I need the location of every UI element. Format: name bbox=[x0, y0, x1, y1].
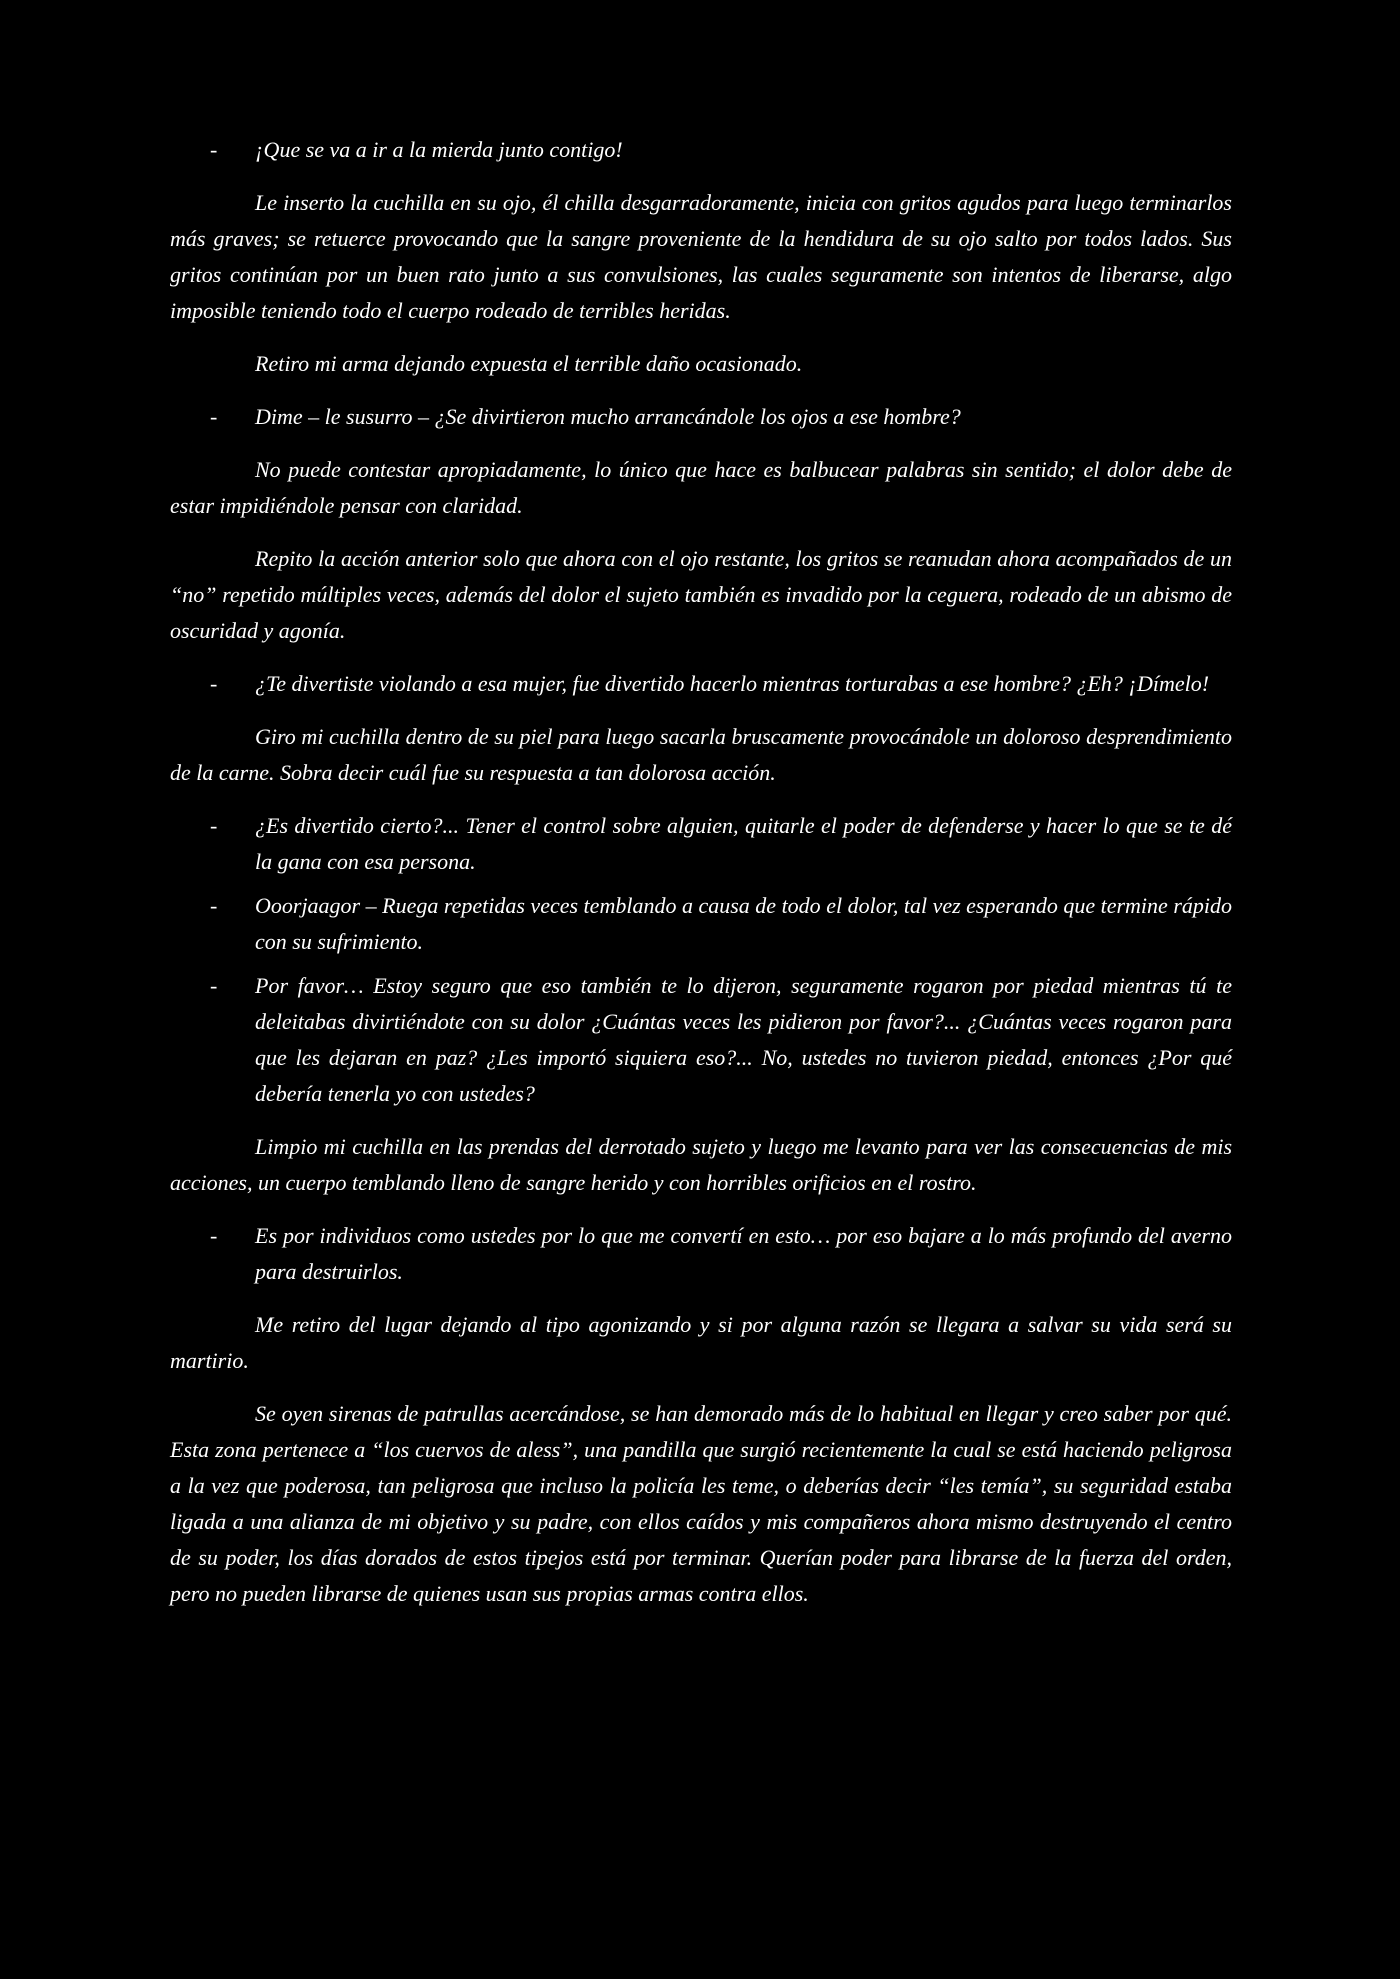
dialogue-text: Dime – le susurro – ¿Se divirtieron mucho arrancándole los ojos a ese hombre? bbox=[255, 404, 961, 429]
dialogue-line-5 bbox=[170, 888, 1232, 960]
paragraph-4: Repito la acción anterior solo que ahora con el ojo restante, los gritos se reanudan ahora acompañados de un “no” repetido múltiples veces, además del dolor el sujeto también es invadido por la ceguera, rodeado de un abismo de oscuridad y agonía. bbox=[170, 546, 1232, 643]
dialogue-line-6 bbox=[170, 968, 1232, 1112]
paragraph-7: Me retiro del lugar dejando al tipo agonizando y si por alguna razón se llegara a salvar su vida será su martirio. bbox=[170, 1312, 1232, 1373]
document-page bbox=[170, 132, 1232, 1629]
paragraph-8: Se oyen sirenas de patrullas acercándose, se han demorado más de lo habitual en llegar y creo saber por qué. Esta zona pertenece a “los cuervos de aless”, una pandilla que surgió recientemente la cual se está haciendo peligrosa a la vez que poderosa, tan peligrosa que incluso la policía les teme, o deberías decir “les temía”, su seguridad estaba ligada a una alianza de mi objetivo y su padre, con ellos caídos y mis compañeros ahora mismo destruyendo el centro de su poder, los días dorados de estos tipejos está por terminar. Querían poder para librarse de la fuerza del orden, pero no pueden librarse de quienes usan sus propias armas contra ellos. bbox=[170, 1401, 1232, 1606]
dialogue-dash: - bbox=[210, 137, 218, 162]
dialogue-text: ¡Que se va a ir a la mierda junto contigo! bbox=[255, 137, 623, 162]
dialogue-text: ¿Te divertiste violando a esa mujer, fue divertido hacerlo mientras torturabas a ese hombre? ¿Eh? ¡Dímelo! bbox=[255, 671, 1210, 696]
dialogue-dash: - bbox=[210, 671, 218, 696]
dialogue-dash: - bbox=[210, 973, 218, 998]
dialogue-dash: - bbox=[210, 813, 218, 838]
dialogue-text: Por favor… Estoy seguro que eso también te lo dijeron, seguramente rogaron por piedad mientras tú te deleitabas divirtiéndote con su dolor ¿Cuántas veces les pidieron por favor?... ¿Cuántas veces rogaron para que les dejaran en paz? ¿Les importó siquiera eso?... No, ustedes no tuvieron piedad, entonces ¿Por qué debería tenerla yo con ustedes? bbox=[255, 973, 1232, 1106]
dialogue-line-1 bbox=[170, 132, 1232, 168]
dialogue-dash: - bbox=[210, 404, 218, 429]
dialogue-text: ¿Es divertido cierto?... Tener el control sobre alguien, quitarle el poder de defenderse y hacer lo que se te dé la gana con esa persona. bbox=[255, 813, 1232, 874]
dialogue-line-2 bbox=[170, 399, 1232, 435]
dialogue-text: Ooorjaagor – Ruega repetidas veces temblando a causa de todo el dolor, tal vez esperando que termine rápido con su sufrimiento. bbox=[255, 893, 1232, 954]
dialogue-line-4 bbox=[170, 808, 1232, 880]
dialogue-line-7 bbox=[170, 1218, 1232, 1290]
dialogue-line-3 bbox=[170, 666, 1232, 702]
paragraph-2: Retiro mi arma dejando expuesta el terrible daño ocasionado. bbox=[255, 351, 803, 376]
paragraph-6: Limpio mi cuchilla en las prendas del derrotado sujeto y luego me levanto para ver las consecuencias de mis acciones, un cuerpo temblando lleno de sangre herido y con horribles orificios en el rostro. bbox=[170, 1134, 1232, 1195]
dialogue-dash: - bbox=[210, 1223, 218, 1248]
paragraph-1: Le inserto la cuchilla en su ojo, él chilla desgarradoramente, inicia con gritos agudos para luego terminarlos más graves; se retuerce provocando que la sangre proveniente de la hendidura de su ojo salto por todos lados. Sus gritos continúan por un buen rato junto a sus convulsiones, las cuales seguramente son intentos de liberarse, algo imposible teniendo todo el cuerpo rodeado de terribles heridas. bbox=[170, 190, 1232, 323]
dialogue-dash: - bbox=[210, 893, 218, 918]
dialogue-text: Es por individuos como ustedes por lo que me convertí en esto… por eso bajare a lo más profundo del averno para destruirlos. bbox=[255, 1223, 1232, 1284]
paragraph-3: No puede contestar apropiadamente, lo único que hace es balbucear palabras sin sentido; el dolor debe de estar impidiéndole pensar con claridad. bbox=[170, 457, 1232, 518]
paragraph-5: Giro mi cuchilla dentro de su piel para luego sacarla bruscamente provocándole un doloroso desprendimiento de la carne. Sobra decir cuál fue su respuesta a tan dolorosa acción. bbox=[170, 724, 1232, 785]
